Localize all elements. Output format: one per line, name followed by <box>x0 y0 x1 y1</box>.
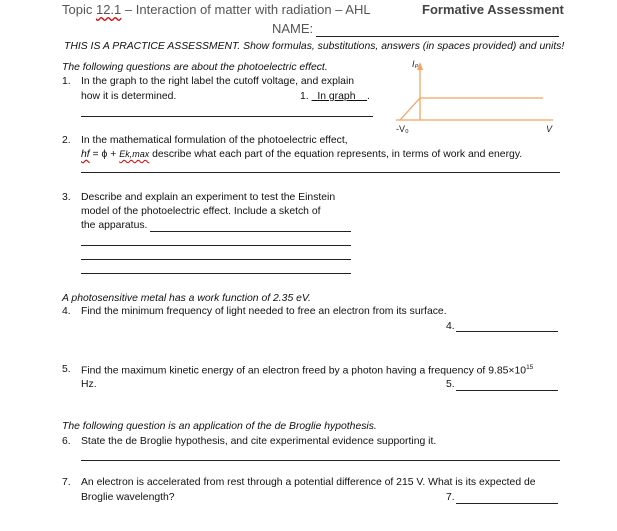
q4-answer-number: 4. <box>446 321 455 332</box>
q3-answer-line-3[interactable] <box>81 259 351 260</box>
topic-prefix: Topic <box>62 2 96 17</box>
q1-number: 1. <box>62 76 71 87</box>
photoelectric-graph <box>388 58 560 138</box>
section1-intro: The following questions are about the photoelectric effect. <box>62 62 328 73</box>
graph-y-label: Iₚ <box>412 59 419 69</box>
q1-answer-line[interactable] <box>81 116 373 117</box>
q7-text-line2: Broglie wavelength? <box>81 492 175 503</box>
q3-text-line3: the apparatus. <box>81 220 148 231</box>
q3-answer-line-2[interactable] <box>81 245 351 246</box>
q1-text-line2: how it is determined. <box>81 91 177 102</box>
q3-number: 3. <box>62 192 71 203</box>
q5-answer-number: 5. <box>446 379 455 390</box>
topic-title <box>62 2 371 17</box>
q5-text-main: Find the maximum kinetic energy of an electron freed by a photon having a frequency of 9.85×10 <box>81 365 527 377</box>
q3-answer-line-1[interactable] <box>150 231 351 232</box>
q7-answer-line[interactable] <box>456 503 558 504</box>
graph-x-label: V <box>546 124 553 134</box>
q7-text-line1: An electron is accelerated from rest through a potential difference of 215 V. What is its expected de <box>81 477 536 488</box>
q2-formula-hf: hf <box>81 149 90 160</box>
q6-text: State the de Broglie hypothesis, and cite experimental evidence supporting it. <box>81 436 437 447</box>
graph-current-curve <box>400 98 543 120</box>
q4-text: Find the minimum frequency of light needed to free an electron from its surface. <box>81 306 447 317</box>
q5-exponent: 15 <box>526 364 534 371</box>
section3-intro: The following question is an application of the de Broglie hypothesis. <box>62 421 377 432</box>
q2-formula-ek: Ek,max <box>119 149 150 159</box>
q2-answer-line[interactable] <box>81 172 560 173</box>
q3-text-line1: Describe and explain an experiment to test the Einstein <box>81 192 336 203</box>
topic-suffix: – Interaction of matter with radiation – AHL <box>121 2 371 17</box>
q5-number: 5. <box>62 364 71 375</box>
q4-answer-line[interactable] <box>456 331 558 332</box>
q1-answer-number: 1. <box>300 91 309 102</box>
q1-text-line1: In the graph to the right label the cutoff voltage, and explain <box>81 76 355 87</box>
name-answer-line[interactable] <box>316 36 559 37</box>
topic-number: 12.1 <box>95 2 122 17</box>
q6-number: 6. <box>62 436 71 447</box>
q2-formula-mid: = ϕ + <box>89 149 120 160</box>
q5-text-line2: Hz. <box>81 379 97 390</box>
instructions: THIS IS A PRACTICE ASSESSMENT. Show formulas, substitutions, answers (in spaces provided) and units! <box>64 41 565 52</box>
q2-number: 2. <box>62 135 71 146</box>
q1-answer-text[interactable]: In graph <box>317 91 356 102</box>
q3-answer-line-4[interactable] <box>81 273 351 274</box>
q5-answer-line[interactable] <box>456 390 558 391</box>
q4-number: 4. <box>62 306 71 317</box>
q2-text-rest: describe what each part of the equation represents, in terms of work and energy. <box>149 149 523 160</box>
q3-text-line2: model of the photoelectric effect. Include a sketch of <box>81 206 321 217</box>
formative-assessment-label: Formative Assessment <box>422 2 564 17</box>
q1-answer: 1. In graph . <box>300 91 370 102</box>
q2-text-line1: In the mathematical formulation of the photoelectric effect, <box>81 135 348 146</box>
q6-answer-line[interactable] <box>81 460 560 461</box>
graph-neg-label: -V₀ <box>396 124 409 134</box>
name-label: NAME: <box>272 21 314 36</box>
q7-number: 7. <box>62 477 71 488</box>
q5-text-line1 <box>81 364 533 376</box>
q7-answer-number: 7. <box>446 492 455 503</box>
q2-text-line2 <box>81 149 522 160</box>
section2-intro: A photosensitive metal has a work function of 2.35 eV. <box>62 293 311 304</box>
